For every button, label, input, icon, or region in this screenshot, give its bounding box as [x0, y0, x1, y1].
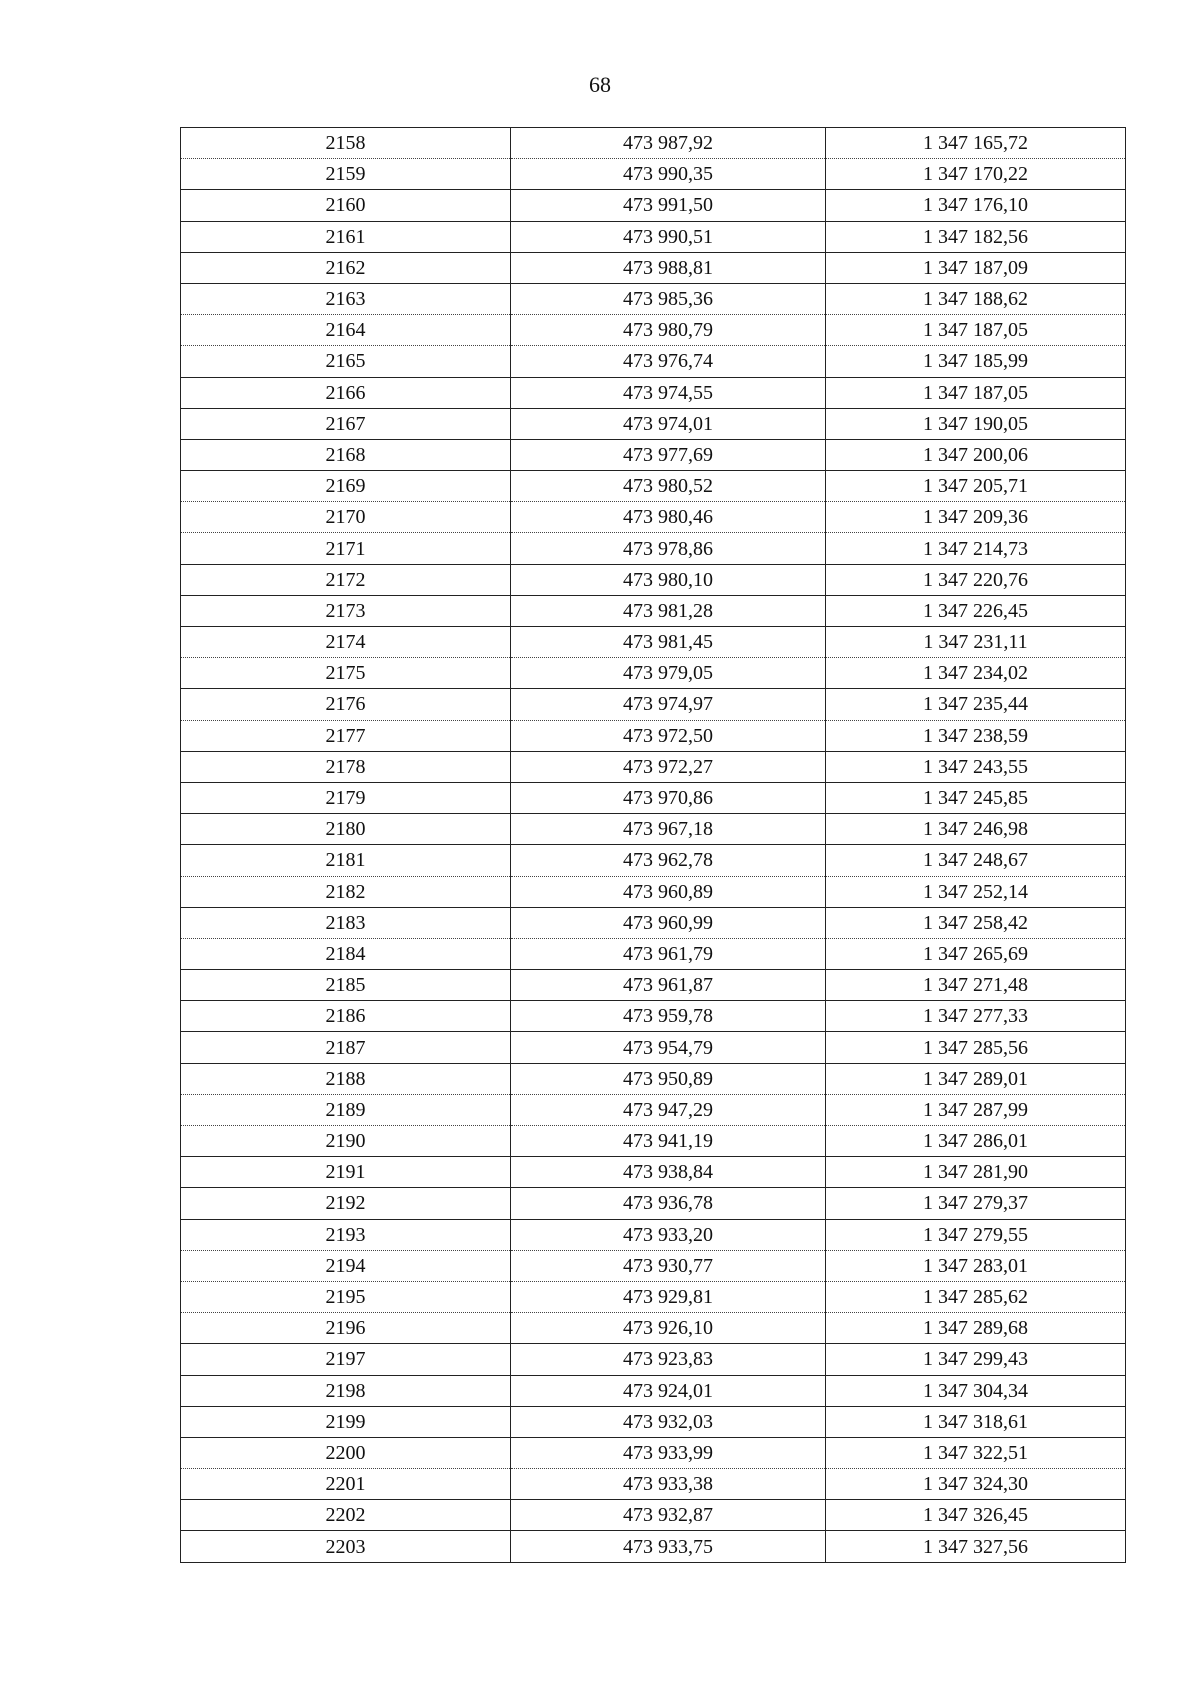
y-coordinate-cell: 1 347 185,99: [826, 346, 1126, 377]
table-row: [181, 1344, 1126, 1375]
x-coordinate-cell: 473 974,01: [511, 408, 826, 439]
y-coordinate-cell: 1 347 258,42: [826, 907, 1126, 938]
coordinate-table: [180, 127, 1126, 1563]
x-coordinate-cell: 473 936,78: [511, 1188, 826, 1219]
x-coordinate-cell: 473 981,45: [511, 627, 826, 658]
x-coordinate-cell: 473 987,92: [511, 128, 826, 159]
table-row: [181, 1219, 1126, 1250]
y-coordinate-cell: 1 347 226,45: [826, 595, 1126, 626]
point-number-cell: 2165: [181, 346, 511, 377]
x-coordinate-cell: 473 972,27: [511, 751, 826, 782]
x-coordinate-cell: 473 980,52: [511, 471, 826, 502]
point-number-cell: 2159: [181, 159, 511, 190]
table-row: [181, 938, 1126, 969]
point-number-cell: 2164: [181, 315, 511, 346]
y-coordinate-cell: 1 347 286,01: [826, 1126, 1126, 1157]
x-coordinate-cell: 473 980,10: [511, 564, 826, 595]
point-number-cell: 2192: [181, 1188, 511, 1219]
y-coordinate-cell: 1 347 324,30: [826, 1469, 1126, 1500]
x-coordinate-cell: 473 954,79: [511, 1032, 826, 1063]
point-number-cell: 2197: [181, 1344, 511, 1375]
point-number-cell: 2163: [181, 283, 511, 314]
point-number-cell: 2186: [181, 1001, 511, 1032]
x-coordinate-cell: 473 980,79: [511, 315, 826, 346]
y-coordinate-cell: 1 347 271,48: [826, 970, 1126, 1001]
table-row: [181, 1313, 1126, 1344]
x-coordinate-cell: 473 947,29: [511, 1094, 826, 1125]
table-row: [181, 377, 1126, 408]
y-coordinate-cell: 1 347 285,56: [826, 1032, 1126, 1063]
x-coordinate-cell: 473 933,20: [511, 1219, 826, 1250]
table-row: [181, 533, 1126, 564]
x-coordinate-cell: 473 970,86: [511, 782, 826, 813]
y-coordinate-cell: 1 347 188,62: [826, 283, 1126, 314]
y-coordinate-cell: 1 347 243,55: [826, 751, 1126, 782]
x-coordinate-cell: 473 950,89: [511, 1063, 826, 1094]
table-row: [181, 190, 1126, 221]
point-number-cell: 2180: [181, 814, 511, 845]
x-coordinate-cell: 473 991,50: [511, 190, 826, 221]
table-row: [181, 346, 1126, 377]
x-coordinate-cell: 473 967,18: [511, 814, 826, 845]
y-coordinate-cell: 1 347 252,14: [826, 876, 1126, 907]
point-number-cell: 2183: [181, 907, 511, 938]
x-coordinate-cell: 473 990,35: [511, 159, 826, 190]
table-row: [181, 1375, 1126, 1406]
table-row: [181, 907, 1126, 938]
y-coordinate-cell: 1 347 287,99: [826, 1094, 1126, 1125]
point-number-cell: 2182: [181, 876, 511, 907]
point-number-cell: 2200: [181, 1437, 511, 1468]
y-coordinate-cell: 1 347 170,22: [826, 159, 1126, 190]
x-coordinate-cell: 473 932,87: [511, 1500, 826, 1531]
point-number-cell: 2189: [181, 1094, 511, 1125]
y-coordinate-cell: 1 347 289,01: [826, 1063, 1126, 1094]
table-row: [181, 1437, 1126, 1468]
table-row: [181, 1531, 1126, 1562]
point-number-cell: 2190: [181, 1126, 511, 1157]
x-coordinate-cell: 473 974,55: [511, 377, 826, 408]
y-coordinate-cell: 1 347 190,05: [826, 408, 1126, 439]
y-coordinate-cell: 1 347 299,43: [826, 1344, 1126, 1375]
x-coordinate-cell: 473 978,86: [511, 533, 826, 564]
x-coordinate-cell: 473 923,83: [511, 1344, 826, 1375]
x-coordinate-cell: 473 959,78: [511, 1001, 826, 1032]
x-coordinate-cell: 473 976,74: [511, 346, 826, 377]
table-row: [181, 1063, 1126, 1094]
point-number-cell: 2196: [181, 1313, 511, 1344]
table-row: [181, 502, 1126, 533]
table-row: [181, 408, 1126, 439]
table-row: [181, 1032, 1126, 1063]
table-row: [181, 1001, 1126, 1032]
x-coordinate-cell: 473 981,28: [511, 595, 826, 626]
point-number-cell: 2194: [181, 1250, 511, 1281]
y-coordinate-cell: 1 347 209,36: [826, 502, 1126, 533]
point-number-cell: 2185: [181, 970, 511, 1001]
point-number-cell: 2169: [181, 471, 511, 502]
table-row: [181, 1406, 1126, 1437]
table-row: [181, 720, 1126, 751]
x-coordinate-cell: 473 979,05: [511, 658, 826, 689]
y-coordinate-cell: 1 347 182,56: [826, 221, 1126, 252]
point-number-cell: 2177: [181, 720, 511, 751]
point-number-cell: 2160: [181, 190, 511, 221]
table-row: [181, 751, 1126, 782]
y-coordinate-cell: 1 347 234,02: [826, 658, 1126, 689]
x-coordinate-cell: 473 977,69: [511, 439, 826, 470]
point-number-cell: 2201: [181, 1469, 511, 1500]
y-coordinate-cell: 1 347 322,51: [826, 1437, 1126, 1468]
table-row: [181, 315, 1126, 346]
y-coordinate-cell: 1 347 285,62: [826, 1281, 1126, 1312]
point-number-cell: 2162: [181, 252, 511, 283]
y-coordinate-cell: 1 347 246,98: [826, 814, 1126, 845]
point-number-cell: 2195: [181, 1281, 511, 1312]
x-coordinate-cell: 473 961,79: [511, 938, 826, 969]
y-coordinate-cell: 1 347 231,11: [826, 627, 1126, 658]
y-coordinate-cell: 1 347 187,05: [826, 315, 1126, 346]
point-number-cell: 2188: [181, 1063, 511, 1094]
y-coordinate-cell: 1 347 304,34: [826, 1375, 1126, 1406]
point-number-cell: 2179: [181, 782, 511, 813]
y-coordinate-cell: 1 347 165,72: [826, 128, 1126, 159]
point-number-cell: 2176: [181, 689, 511, 720]
x-coordinate-cell: 473 932,03: [511, 1406, 826, 1437]
page-number: 68: [589, 72, 611, 97]
point-number-cell: 2172: [181, 564, 511, 595]
x-coordinate-cell: 473 924,01: [511, 1375, 826, 1406]
y-coordinate-cell: 1 347 265,69: [826, 938, 1126, 969]
x-coordinate-cell: 473 926,10: [511, 1313, 826, 1344]
table-row: [181, 1281, 1126, 1312]
table-row: [181, 1094, 1126, 1125]
point-number-cell: 2171: [181, 533, 511, 564]
y-coordinate-cell: 1 347 279,37: [826, 1188, 1126, 1219]
table-row: [181, 970, 1126, 1001]
table-row: [181, 814, 1126, 845]
x-coordinate-cell: 473 933,75: [511, 1531, 826, 1562]
point-number-cell: 2175: [181, 658, 511, 689]
x-coordinate-cell: 473 988,81: [511, 252, 826, 283]
x-coordinate-cell: 473 941,19: [511, 1126, 826, 1157]
x-coordinate-cell: 473 985,36: [511, 283, 826, 314]
y-coordinate-cell: 1 347 248,67: [826, 845, 1126, 876]
y-coordinate-cell: 1 347 187,05: [826, 377, 1126, 408]
y-coordinate-cell: 1 347 277,33: [826, 1001, 1126, 1032]
y-coordinate-cell: 1 347 318,61: [826, 1406, 1126, 1437]
y-coordinate-cell: 1 347 235,44: [826, 689, 1126, 720]
y-coordinate-cell: 1 347 281,90: [826, 1157, 1126, 1188]
y-coordinate-cell: 1 347 176,10: [826, 190, 1126, 221]
y-coordinate-cell: 1 347 220,76: [826, 564, 1126, 595]
y-coordinate-cell: 1 347 327,56: [826, 1531, 1126, 1562]
x-coordinate-cell: 473 929,81: [511, 1281, 826, 1312]
point-number-cell: 2167: [181, 408, 511, 439]
y-coordinate-cell: 1 347 200,06: [826, 439, 1126, 470]
table-row: [181, 221, 1126, 252]
point-number-cell: 2184: [181, 938, 511, 969]
table-row: [181, 1250, 1126, 1281]
x-coordinate-cell: 473 974,97: [511, 689, 826, 720]
point-number-cell: 2158: [181, 128, 511, 159]
x-coordinate-cell: 473 972,50: [511, 720, 826, 751]
table-row: [181, 845, 1126, 876]
point-number-cell: 2170: [181, 502, 511, 533]
point-number-cell: 2174: [181, 627, 511, 658]
y-coordinate-cell: 1 347 205,71: [826, 471, 1126, 502]
x-coordinate-cell: 473 960,89: [511, 876, 826, 907]
y-coordinate-cell: 1 347 187,09: [826, 252, 1126, 283]
point-number-cell: 2168: [181, 439, 511, 470]
point-number-cell: 2161: [181, 221, 511, 252]
point-number-cell: 2202: [181, 1500, 511, 1531]
table-row: [181, 283, 1126, 314]
point-number-cell: 2187: [181, 1032, 511, 1063]
point-number-cell: 2203: [181, 1531, 511, 1562]
x-coordinate-cell: 473 990,51: [511, 221, 826, 252]
y-coordinate-cell: 1 347 214,73: [826, 533, 1126, 564]
x-coordinate-cell: 473 961,87: [511, 970, 826, 1001]
point-number-cell: 2199: [181, 1406, 511, 1437]
table-row: [181, 159, 1126, 190]
y-coordinate-cell: 1 347 279,55: [826, 1219, 1126, 1250]
table-row: [181, 1126, 1126, 1157]
table-row: [181, 1500, 1126, 1531]
x-coordinate-cell: 473 962,78: [511, 845, 826, 876]
table-row: [181, 1469, 1126, 1500]
y-coordinate-cell: 1 347 245,85: [826, 782, 1126, 813]
point-number-cell: 2193: [181, 1219, 511, 1250]
point-number-cell: 2198: [181, 1375, 511, 1406]
table-row: [181, 564, 1126, 595]
table-row: [181, 471, 1126, 502]
point-number-cell: 2181: [181, 845, 511, 876]
x-coordinate-cell: 473 933,99: [511, 1437, 826, 1468]
table-row: [181, 252, 1126, 283]
table-row: [181, 128, 1126, 159]
table-row: [181, 595, 1126, 626]
point-number-cell: 2178: [181, 751, 511, 782]
x-coordinate-cell: 473 980,46: [511, 502, 826, 533]
table-row: [181, 1188, 1126, 1219]
y-coordinate-cell: 1 347 326,45: [826, 1500, 1126, 1531]
table-row: [181, 782, 1126, 813]
point-number-cell: 2191: [181, 1157, 511, 1188]
table-row: [181, 658, 1126, 689]
table-row: [181, 627, 1126, 658]
y-coordinate-cell: 1 347 238,59: [826, 720, 1126, 751]
table-row: [181, 1157, 1126, 1188]
point-number-cell: 2166: [181, 377, 511, 408]
x-coordinate-cell: 473 960,99: [511, 907, 826, 938]
y-coordinate-cell: 1 347 289,68: [826, 1313, 1126, 1344]
table-row: [181, 876, 1126, 907]
table-row: [181, 689, 1126, 720]
table-row: [181, 439, 1126, 470]
x-coordinate-cell: 473 930,77: [511, 1250, 826, 1281]
table-body: [181, 128, 1126, 1563]
x-coordinate-cell: 473 933,38: [511, 1469, 826, 1500]
x-coordinate-cell: 473 938,84: [511, 1157, 826, 1188]
point-number-cell: 2173: [181, 595, 511, 626]
y-coordinate-cell: 1 347 283,01: [826, 1250, 1126, 1281]
